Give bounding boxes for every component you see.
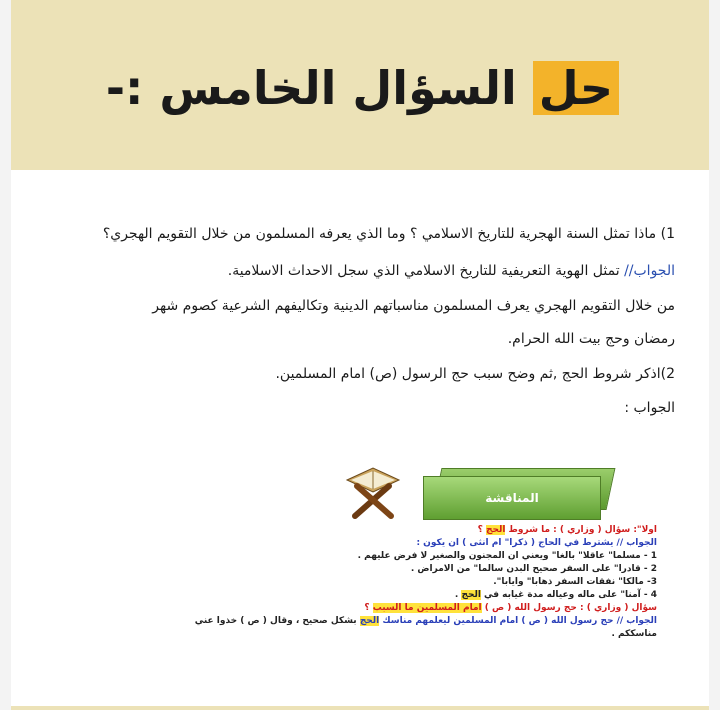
slide-highlight: الحج <box>359 616 380 626</box>
slide-line: مناسككم . <box>611 629 657 639</box>
slide-line-part: بشكل صحيح ، وقال ( ص ) خذوا عني <box>194 616 360 626</box>
bottom-divider <box>11 706 709 710</box>
title-highlight: حل <box>533 61 619 115</box>
answer-1-text: تمثل الهوية التعريفية للتاريخ الاسلامي الذي سجل الاحداث الاسلامية. <box>227 263 625 279</box>
title-banner <box>11 0 709 170</box>
slide-text <box>127 524 657 641</box>
page-title <box>106 58 619 118</box>
question-1: 1) ماذا تمثل السنة الهجرية للتاريخ الاسلامي ؟ وما الذي يعرفه المسلمون من خلال التقويم الهجري؟ <box>102 226 675 242</box>
banner-label: المناقشة <box>485 491 539 505</box>
slide-line-part: ؟ <box>477 525 486 535</box>
title-rest: السؤال الخامس :- <box>105 61 533 115</box>
slide-line: 3- مالكا" نفقات السفر ذهابا" وايابا". <box>493 577 657 587</box>
slide-line-part: سؤال ( وزاري ) : حج رسول الله ( ص ) <box>481 603 657 613</box>
slide-line-part: اولا": سؤال ( وزاري ) : ما شروط <box>505 525 657 535</box>
lesson-slide-image <box>127 456 657 666</box>
slide-line <box>127 602 657 615</box>
answer-label: الجواب// <box>624 263 675 279</box>
answer-1-line-3: رمضان وحج بيت الله الحرام. <box>507 331 675 347</box>
slide-line: الجواب // يشترط في الحاج ( ذكرا" ام انثى ) ان يكون : <box>416 538 657 548</box>
slide-line <box>127 524 657 537</box>
slide-line-part: . <box>454 590 462 600</box>
slide-highlight: الحج <box>461 590 481 600</box>
slide-line: 1 - مسلما" عاقلا" بالغا" ويعني ان المجنون والصغير لا فرض عليهم . <box>357 551 657 561</box>
slide-line-part: 4 - آمنا" على ماله وعياله مدة غيابه في <box>480 590 657 600</box>
document-page <box>11 0 709 710</box>
discussion-banner <box>423 476 601 520</box>
slide-line: 2 - قادرا" على السفر صحيح البدن سالما" من الامراض . <box>410 564 657 574</box>
quran-stand-icon <box>341 460 405 520</box>
question-2: 2)اذكر شروط الحج ,ثم وضح سبب حج الرسول (ص) امام المسلمين. <box>275 366 675 382</box>
slide-line-part: ؟ <box>364 603 373 613</box>
slide-highlight: امام المسلمين ما السبب <box>372 603 482 613</box>
slide-line-part: الجواب // حج رسول الله ( ص ) امام المسلمين ليعلمهم مناسك <box>379 616 657 626</box>
answer-2-label: الجواب : <box>624 400 675 416</box>
answer-1-line-2: من خلال التقويم الهجري يعرف المسلمون مناسباتهم الدينية وتكاليفهم الشرعية كصوم شهر <box>152 298 675 314</box>
answer-1 <box>228 263 675 279</box>
slide-highlight: الحج <box>485 525 506 535</box>
slide-line <box>127 615 657 628</box>
slide-line <box>127 589 657 602</box>
